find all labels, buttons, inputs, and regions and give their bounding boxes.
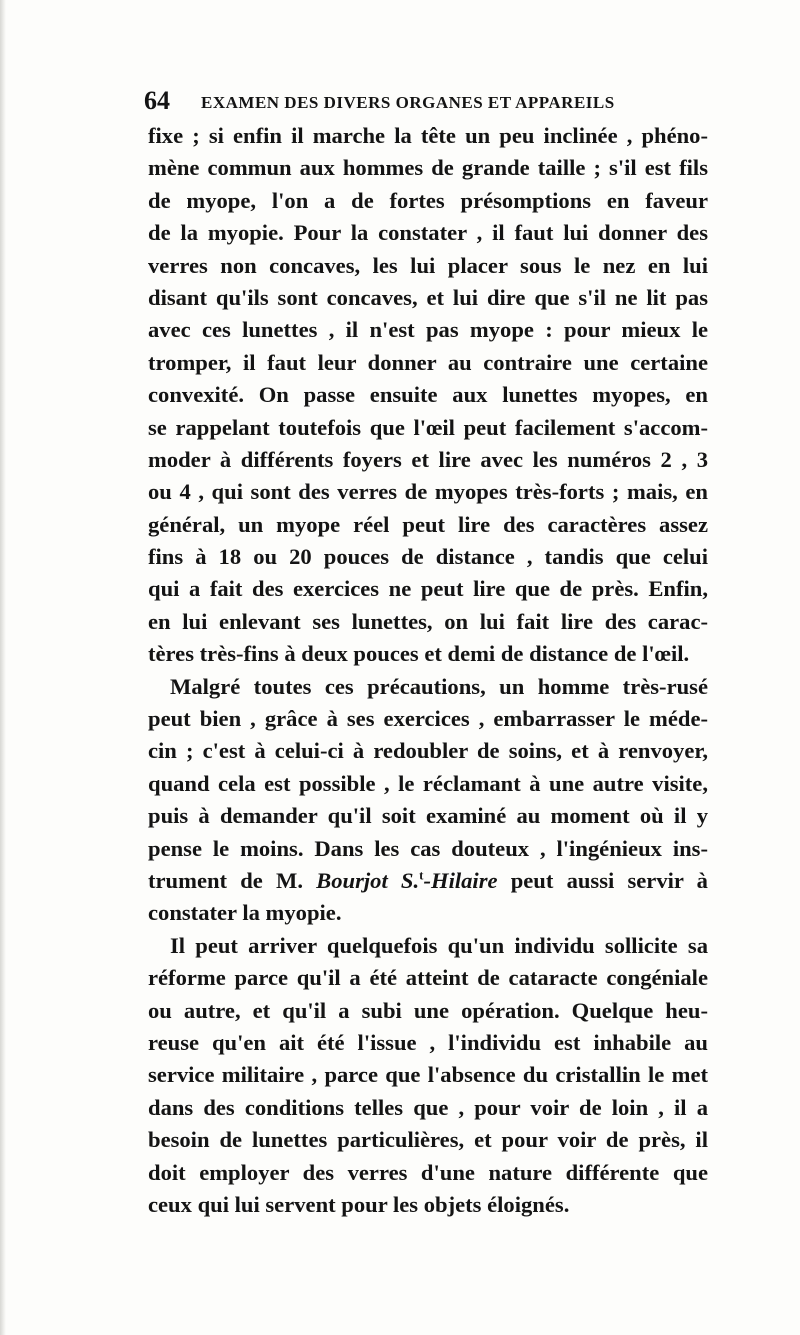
- text-line: cin ; c'est à celui-ci à redoubler de soins, et à renvoyer,: [148, 738, 708, 764]
- text-line: disant qu'ils sont concaves, et lui dire que s'il ne lit pas: [148, 284, 708, 310]
- text-line: général, un myope réel peut lire des caractères assez: [148, 511, 708, 537]
- running-title: EXAMEN DES DIVERS ORGANES ET APPAREILS: [201, 93, 615, 112]
- body-text: [148, 120, 708, 1221]
- text-line: Il peut arriver quelquefois qu'un individu sollicite sa: [170, 932, 708, 958]
- text-line: reuse qu'en ait été l'issue , l'individu est inhabile au: [148, 1029, 708, 1055]
- text-line: se rappelant toutefois que l'œil peut facilement s'accom-: [148, 414, 708, 440]
- page-edge-shadow: [0, 0, 6, 1335]
- text-fragment: trument de M.: [148, 867, 317, 893]
- text-line: tères très-fins à deux pouces et demi de distance de l'œil.: [148, 641, 690, 667]
- text-line: de myope, l'on a de fortes présomptions en faveur: [148, 187, 708, 213]
- text-line: avec ces lunettes , il n'est pas myope : pour mieux le: [148, 317, 708, 343]
- text-line: moder à différents foyers et lire avec les numéros 2 , 3: [148, 446, 708, 472]
- text-line: verres non concaves, les lui placer sous le nez en lui: [148, 252, 708, 278]
- text-line: fins à 18 ou 20 pouces de distance , tandis que celui: [148, 544, 708, 570]
- superscript-abbreviation: t: [419, 867, 424, 883]
- text-line: service militaire , parce que l'absence du cristallin le met: [148, 1062, 708, 1088]
- text-line: tromper, il faut leur donner au contraire une certaine: [148, 349, 708, 375]
- text-line-with-name: [148, 865, 708, 897]
- text-line: réforme parce qu'il a été atteint de cataracte congéniale: [148, 965, 708, 991]
- page-number: 64: [144, 86, 170, 115]
- text-line: convexité. On passe ensuite aux lunettes myopes, en: [148, 382, 708, 408]
- place-name: -Hilaire: [423, 867, 498, 893]
- text-line: de la myopie. Pour la constater , il faut lui donner des: [148, 220, 708, 246]
- text-line: doit employer des verres d'une nature différente que: [148, 1159, 708, 1185]
- text-line: ou 4 , qui sont des verres de myopes très-forts ; mais, en: [148, 479, 708, 505]
- text-line: puis à demander qu'il soit examiné au moment où il y: [148, 803, 708, 829]
- text-fragment: peut aussi servir à: [497, 867, 708, 893]
- text-line: besoin de lunettes particulières, et pour voir de près, il: [148, 1127, 708, 1153]
- running-head: [144, 88, 744, 118]
- text-line: mène commun aux hommes de grande taille ; s'il est fils: [148, 155, 708, 181]
- person-name: Bourjot S.: [316, 867, 420, 893]
- text-line: quand cela est possible , le réclamant à une autre visite,: [148, 770, 708, 796]
- text-line: peut bien , grâce à ses exercices , embarrasser le méde-: [148, 706, 708, 732]
- text-line: dans des conditions telles que , pour voir de loin , il a: [148, 1094, 708, 1120]
- text-line: qui a fait des exercices ne peut lire que de près. Enfin,: [148, 576, 708, 602]
- text-line: constater la myopie.: [148, 900, 342, 926]
- text-line: ou autre, et qu'il a subi une opération. Quelque heu-: [148, 997, 708, 1023]
- text-line: Malgré toutes ces précautions, un homme très-rusé: [170, 673, 708, 699]
- text-line: en lui enlevant ses lunettes, on lui fait lire des carac-: [148, 608, 708, 634]
- text-line: pense le moins. Dans les cas douteux , l'ingénieux ins-: [148, 835, 708, 861]
- text-line: fixe ; si enfin il marche la tête un peu inclinée , phéno-: [148, 123, 708, 148]
- text-line: ceux qui lui servent pour les objets éloignés.: [148, 1191, 570, 1217]
